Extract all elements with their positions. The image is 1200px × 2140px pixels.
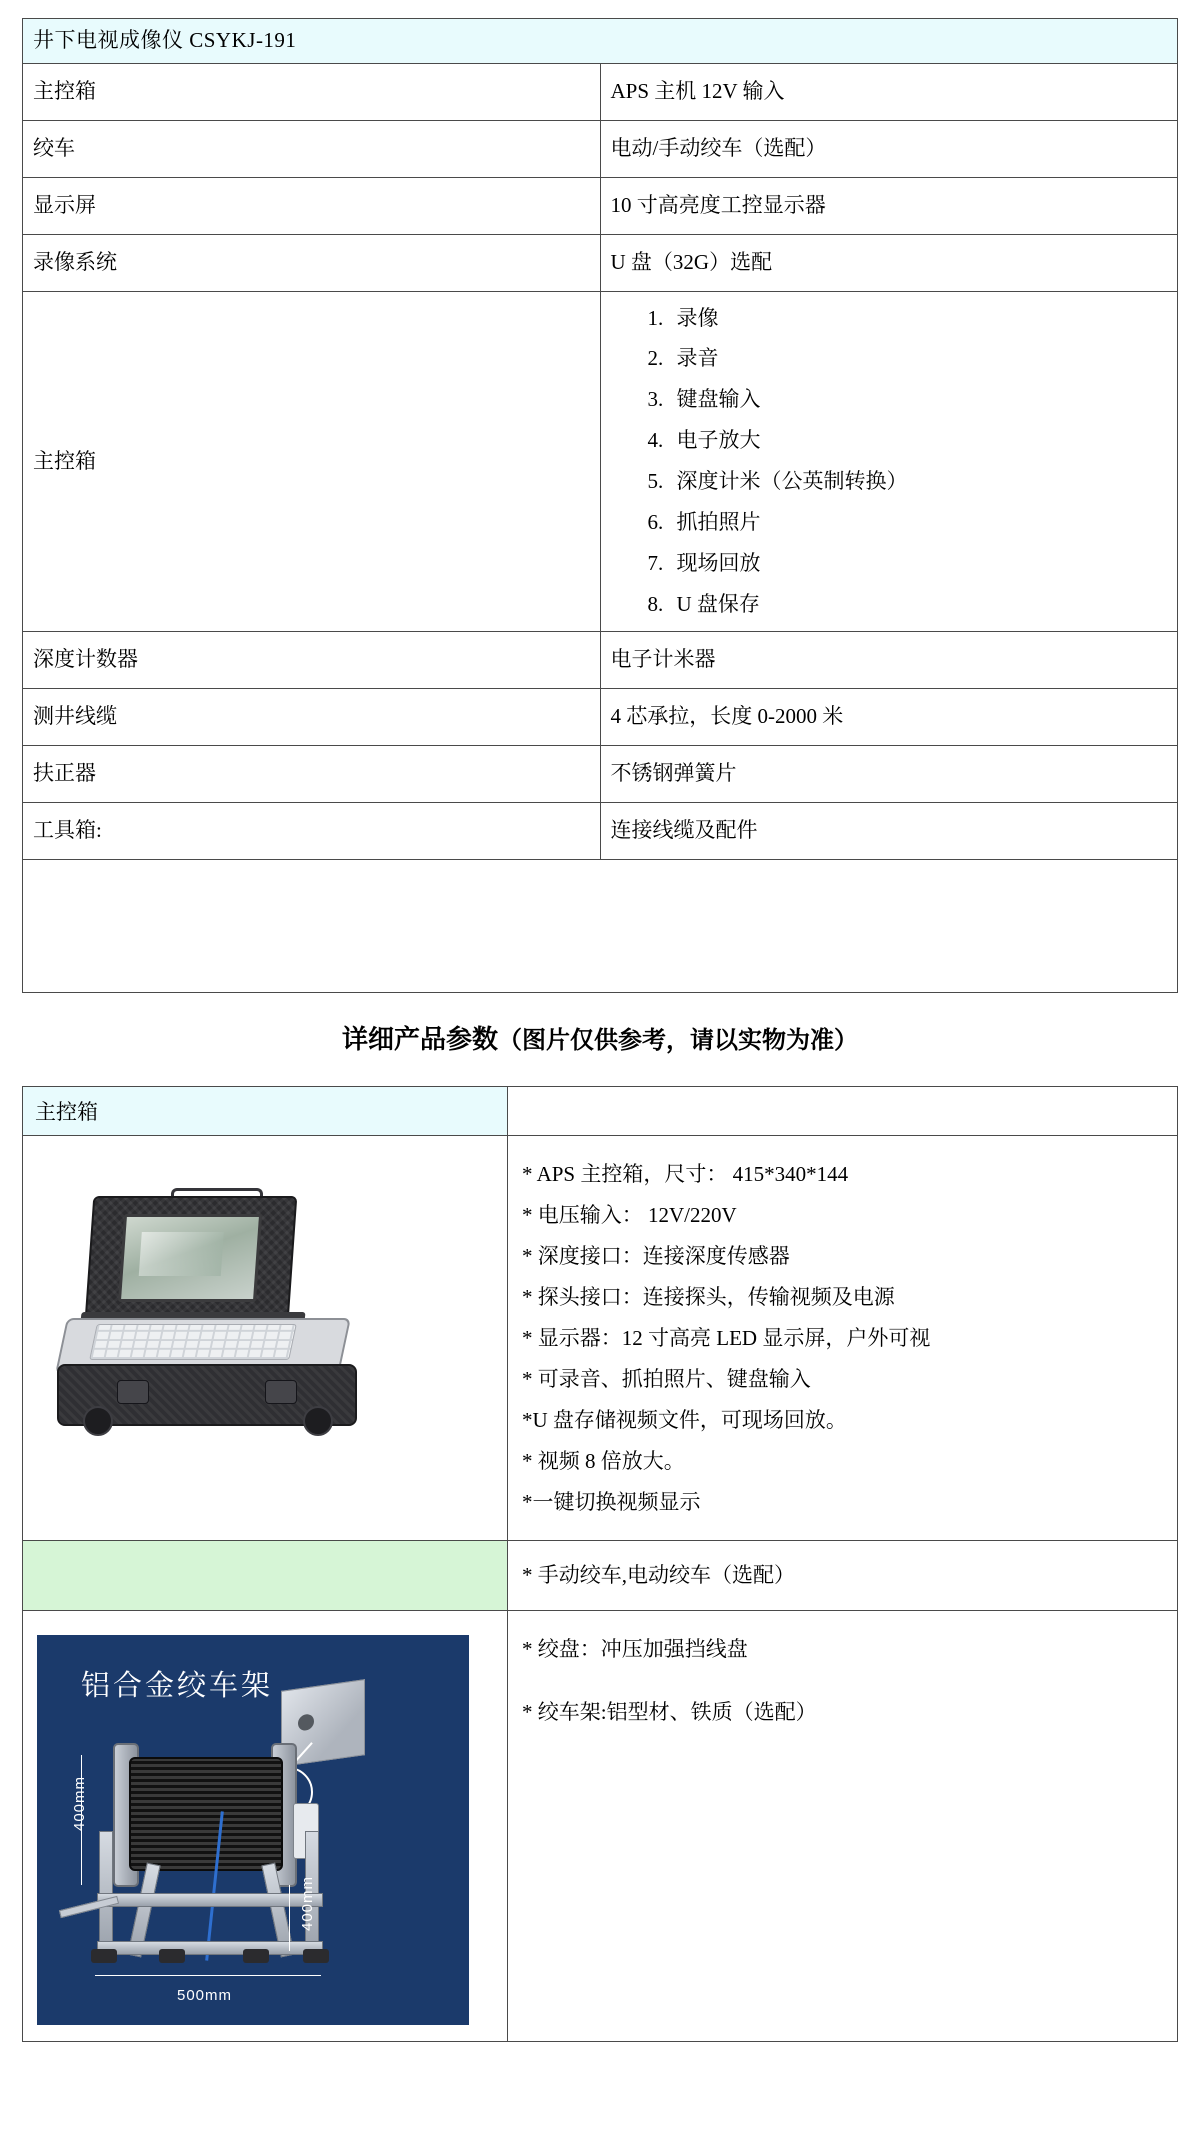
dimension-label-width: 500mm [177,1987,233,2005]
table-row [23,120,1178,177]
dimension-line-width [95,1975,321,1976]
row-label: 测井线缆 [23,689,601,746]
table-row [23,234,1178,291]
detail-row-winch [23,1611,1178,2042]
blank-cell [23,860,1178,993]
row-label: 绞车 [23,120,601,177]
list-item: 6. 抓拍照片 [669,502,1168,543]
detail-row-winch-option [23,1541,1178,1611]
case-latch-left [117,1380,149,1404]
dimension-line-depth [289,1885,290,1951]
table-row [23,746,1178,803]
case-latch-right [265,1380,297,1404]
case-wheel-left [83,1406,113,1436]
winch-image-caption: 铝合金绞车架 [81,1670,274,1703]
document-page [0,18,1200,2042]
winch-illustration [37,1635,469,2025]
table-row-blank [23,860,1178,993]
case-wheel-right [303,1406,333,1436]
spacer [522,1670,1163,1692]
case-illustration [51,1188,381,1438]
winch-foot [91,1949,117,1963]
detail-section-label: 主控箱 [23,1087,508,1136]
spec-line: * APS 主控箱，尺寸： 415*340*144 [522,1162,849,1186]
row-label: 深度计数器 [23,632,601,689]
row-label: 主控箱 [23,63,601,120]
dimension-label-height: 400mm [71,1776,88,1832]
feature-list-cell [600,291,1178,632]
row-label: 工具箱: [23,803,601,860]
specification-table [22,18,1178,993]
detail-table [22,1086,1178,2042]
case-body [57,1364,357,1426]
spec-line: * 电压输入： 12V/220V [522,1202,737,1227]
spec-line: * 绞车架:铝型材、铁质（选配） [522,1700,817,1725]
spec-line: * 深度接口：连接深度传感器 [522,1243,790,1268]
spec-line: *U 盘存储视频文件，可现场回放。 [522,1407,847,1432]
row-label: 录像系统 [23,234,601,291]
spec-line: * 绞盘：冲压加强挡线盘 [522,1637,748,1662]
case-screen [118,1214,262,1302]
list-item: 3. 键盘输入 [669,379,1168,420]
section-title-main: 详细产品参数 [341,1025,498,1054]
spec-line: * 探头接口：连接探头，传输视频及电源 [522,1284,895,1309]
control-box-image [23,1136,508,1541]
winch-frame-bar [99,1831,113,1953]
winch-image [23,1611,508,2042]
detail-header-spacer [508,1087,1178,1136]
row-label: 主控箱 [23,291,601,632]
table-row [23,689,1178,746]
dimension-label-depth: 400mm [299,1876,316,1932]
spec-line: * 显示器：12 寸高亮 LED 显示屏，户外可视 [522,1325,931,1350]
detail-header-row [23,1087,1178,1136]
winch-specs [508,1611,1178,2042]
product-title: 井下电视成像仪 CSYKJ-191 [23,19,1178,64]
winch-spool-cable [129,1757,283,1871]
list-item: 7. 现场回放 [669,543,1168,584]
table-row-features [23,291,1178,632]
section-title-sub: （图片仅供参考，请以实物为准） [498,1028,858,1054]
spec-line: * 可录音、抓拍照片、键盘输入 [522,1366,811,1391]
row-label: 显示屏 [23,177,601,234]
row-value: U 盘（32G）选配 [600,234,1178,291]
row-value: 10 寸高亮度工控显示器 [600,177,1178,234]
list-item: 4. 电子放大 [669,420,1168,461]
spec-line: * 视频 8 倍放大。 [522,1448,685,1473]
list-item: 5. 深度计米（公英制转换） [669,461,1168,502]
row-value: 4 芯承拉，长度 0-2000 米 [600,689,1178,746]
row-value: 电子计米器 [600,632,1178,689]
section-title [22,993,1178,1086]
table-title-row [23,19,1178,64]
table-row [23,632,1178,689]
spec-sheet [22,18,1178,2042]
winch-foot [243,1949,269,1963]
list-item: 2. 录音 [669,338,1168,379]
row-value: 连接线缆及配件 [600,803,1178,860]
row-value: 电动/手动绞车（选配） [600,120,1178,177]
list-item: 1. 录像 [669,298,1168,339]
detail-row-controlbox [23,1136,1178,1541]
list-item: 8. U 盘保存 [669,584,1168,625]
winch-foot [303,1949,329,1963]
row-value: APS 主机 12V 输入 [600,63,1178,120]
table-row [23,177,1178,234]
spec-line: *一键切换视频显示 [522,1489,701,1514]
row-value: 不锈钢弹簧片 [600,746,1178,803]
winch-callout-knob [298,1714,314,1732]
winch-option-label-cell [23,1541,508,1611]
row-label: 扶正器 [23,746,601,803]
case-lid [85,1196,298,1320]
case-keyboard [89,1324,297,1360]
table-row [23,63,1178,120]
winch-foot [159,1949,185,1963]
table-row [23,803,1178,860]
control-box-specs [508,1136,1178,1541]
feature-list [611,298,1168,626]
winch-option-text: * 手动绞车,电动绞车（选配） [508,1541,1178,1611]
